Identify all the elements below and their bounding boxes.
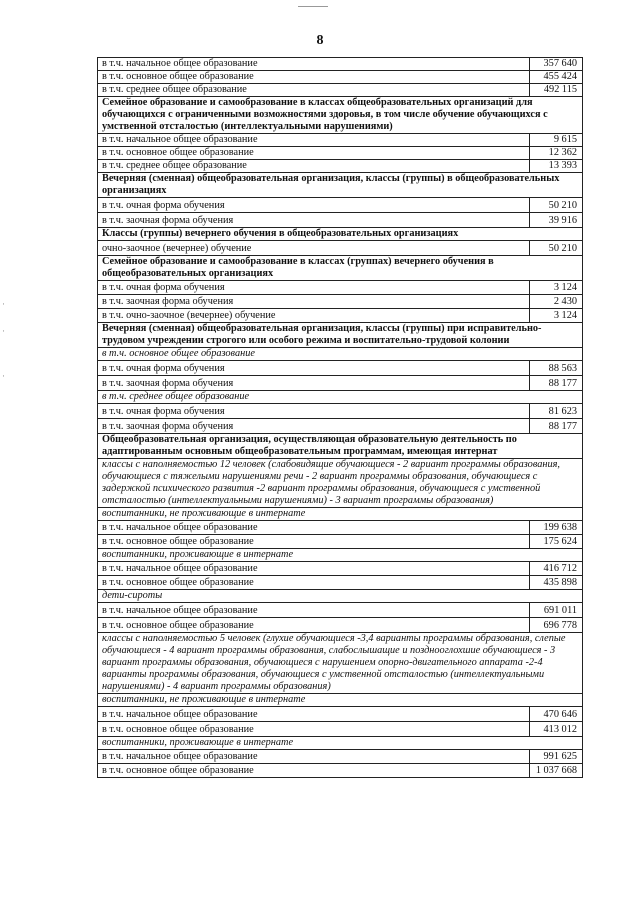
section-heading-row — [98, 323, 583, 348]
section-heading-row — [98, 173, 583, 198]
row-value: 175 624 — [530, 535, 583, 549]
subgroup-label: воспитанники, не проживающие в интернате — [98, 508, 583, 521]
row-value: 9 615 — [530, 134, 583, 147]
table-row — [98, 618, 583, 633]
class-description: классы с наполняемостью 5 человек (глухие обучающиеся -3,4 варианты программы образования, слепые обучающиеся - 4 вариант программы образования, слабослышащие и позднооглохшие обучающиеся - 3 вариант программы образования, обучающиеся с нарушением опорно-двигательного аппарата -2-4 варианты программы образования, обучающиеся с умственной отсталостью (интеллектуальными нарушениями) - 4 вариант программы образования) — [98, 633, 583, 694]
row-label: в т.ч. начальное общее образование — [98, 134, 530, 147]
row-label: в т.ч. заочная форма обучения — [98, 295, 530, 309]
table-row — [98, 241, 583, 256]
row-label: в т.ч. заочная форма обучения — [98, 376, 530, 391]
table-row — [98, 84, 583, 97]
row-label: в т.ч. основное общее образование — [98, 618, 530, 633]
row-value: 2 430 — [530, 295, 583, 309]
section-heading: Семейное образование и самообразование в классах (группах) вечернего обучения в общеобразовательных организациях — [98, 256, 583, 281]
table-row — [98, 281, 583, 295]
subgroup-label: воспитанники, проживающие в интернате — [98, 549, 583, 562]
row-value: 3 124 — [530, 309, 583, 323]
row-label: в т.ч. начальное общее образование — [98, 707, 530, 722]
row-value: 357 640 — [530, 58, 583, 71]
row-value: 1 037 668 — [530, 764, 583, 778]
row-value: 12 362 — [530, 147, 583, 160]
row-label: в т.ч. среднее общее образование — [98, 160, 530, 173]
row-label: в т.ч. среднее общее образование — [98, 84, 530, 97]
row-label: в т.ч. основное общее образование — [98, 535, 530, 549]
table-row — [98, 309, 583, 323]
table-row — [98, 576, 583, 590]
section-heading: Вечерняя (сменная) общеобразовательная организация, классы (группы) в общеобразовательных организациях — [98, 173, 583, 198]
table-row — [98, 198, 583, 213]
table-row — [98, 562, 583, 576]
row-value: 13 393 — [530, 160, 583, 173]
section-heading: Общеобразовательная организация, осуществляющая образовательную деятельность по адаптированным основным общеобразовательным программам, имеющая интернат — [98, 434, 583, 459]
row-label: в т.ч. начальное общее образование — [98, 58, 530, 71]
row-value: 435 898 — [530, 576, 583, 590]
row-value: 88 177 — [530, 376, 583, 391]
row-label: в т.ч. основное общее образование — [98, 764, 530, 778]
row-label: очно-заочное (вечернее) обучение — [98, 241, 530, 256]
row-value: 696 778 — [530, 618, 583, 633]
row-label: в т.ч. заочная форма обучения — [98, 419, 530, 434]
row-value: 455 424 — [530, 71, 583, 84]
table-row — [98, 147, 583, 160]
subgroup-label-row — [98, 549, 583, 562]
row-value: 88 563 — [530, 361, 583, 376]
row-value: 199 638 — [530, 521, 583, 535]
table-row — [98, 134, 583, 147]
class-description: классы с наполняемостью 12 человек (слабовидящие обучающиеся - 2 вариант программы образования, обучающиеся с тяжелыми нарушениями речи - 2 вариант программы образования, обучающиеся с задержкой психического развития -2 вариант программы образования, обучающиеся с умственной отсталостью (интеллектуальными нарушениями) - 3 вариант программы образования) — [98, 459, 583, 508]
subgroup-label: воспитанники, проживающие в интернате — [98, 737, 583, 750]
table-row — [98, 419, 583, 434]
row-label: в т.ч. очная форма обучения — [98, 198, 530, 213]
row-label: в т.ч. начальное общее образование — [98, 562, 530, 576]
subgroup-label-row — [98, 694, 583, 707]
section-heading: Вечерняя (сменная) общеобразовательная организация, классы (группы) при исправительно-трудовом учреждении строгого или особого режима и воспитательно-трудовой колонии — [98, 323, 583, 348]
table-row — [98, 58, 583, 71]
cost-table-body — [98, 58, 583, 778]
row-value: 88 177 — [530, 419, 583, 434]
table-row — [98, 750, 583, 764]
subgroup-label-row — [98, 737, 583, 750]
row-label: в т.ч. начальное общее образование — [98, 750, 530, 764]
row-label: в т.ч. очная форма обучения — [98, 404, 530, 419]
table-row — [98, 404, 583, 419]
table-row — [98, 361, 583, 376]
row-value: 492 115 — [530, 84, 583, 97]
section-heading-row — [98, 97, 583, 134]
subgroup-label-row — [98, 348, 583, 361]
table-row — [98, 295, 583, 309]
subgroup-label: воспитанники, не проживающие в интернате — [98, 694, 583, 707]
row-label: в т.ч. начальное общее образование — [98, 603, 530, 618]
section-heading: Семейное образование и самообразование в классах общеобразовательных организаций для обучающихся с ограниченными возможностями здоровья, в том числе обучение обучающихся с умственной отсталостью (интеллектуальными нарушениями) — [98, 97, 583, 134]
row-label: в т.ч. заочная форма обучения — [98, 213, 530, 228]
scan-edge-marks: · · · — [2, 299, 5, 381]
table-row — [98, 376, 583, 391]
table-row — [98, 71, 583, 84]
section-heading-row — [98, 434, 583, 459]
subgroup-label: в т.ч. основное общее образование — [98, 348, 583, 361]
row-label: в т.ч. основное общее образование — [98, 147, 530, 160]
row-value: 691 011 — [530, 603, 583, 618]
row-label: в т.ч. основное общее образование — [98, 576, 530, 590]
table-row — [98, 213, 583, 228]
table-row — [98, 764, 583, 778]
row-value: 416 712 — [530, 562, 583, 576]
class-description-row — [98, 633, 583, 694]
row-value: 81 623 — [530, 404, 583, 419]
row-label: в т.ч. очная форма обучения — [98, 281, 530, 295]
row-label: в т.ч. основное общее образование — [98, 71, 530, 84]
row-label: в т.ч. очная форма обучения — [98, 361, 530, 376]
subgroup-label: дети-сироты — [98, 590, 583, 603]
row-value: 50 210 — [530, 198, 583, 213]
row-value: 3 124 — [530, 281, 583, 295]
table-row — [98, 521, 583, 535]
section-heading-row — [98, 256, 583, 281]
table-row — [98, 160, 583, 173]
row-value: 413 012 — [530, 722, 583, 737]
row-value: 470 646 — [530, 707, 583, 722]
row-value: 50 210 — [530, 241, 583, 256]
subgroup-label-row — [98, 391, 583, 404]
table-row — [98, 535, 583, 549]
table-row — [98, 707, 583, 722]
section-heading: Классы (группы) вечернего обучения в общеобразовательных организациях — [98, 228, 583, 241]
top-edge-mark — [298, 6, 328, 7]
row-label: в т.ч. начальное общее образование — [98, 521, 530, 535]
row-value: 39 916 — [530, 213, 583, 228]
row-label: в т.ч. очно-заочное (вечернее) обучение — [98, 309, 530, 323]
section-heading-row — [98, 228, 583, 241]
row-label: в т.ч. основное общее образование — [98, 722, 530, 737]
class-description-row — [98, 459, 583, 508]
cost-table — [97, 57, 583, 778]
table-row — [98, 603, 583, 618]
subgroup-label-row — [98, 590, 583, 603]
subgroup-label-row — [98, 508, 583, 521]
page-number: 8 — [316, 33, 324, 48]
row-value: 991 625 — [530, 750, 583, 764]
subgroup-label: в т.ч. среднее общее образование — [98, 391, 583, 404]
table-row — [98, 722, 583, 737]
